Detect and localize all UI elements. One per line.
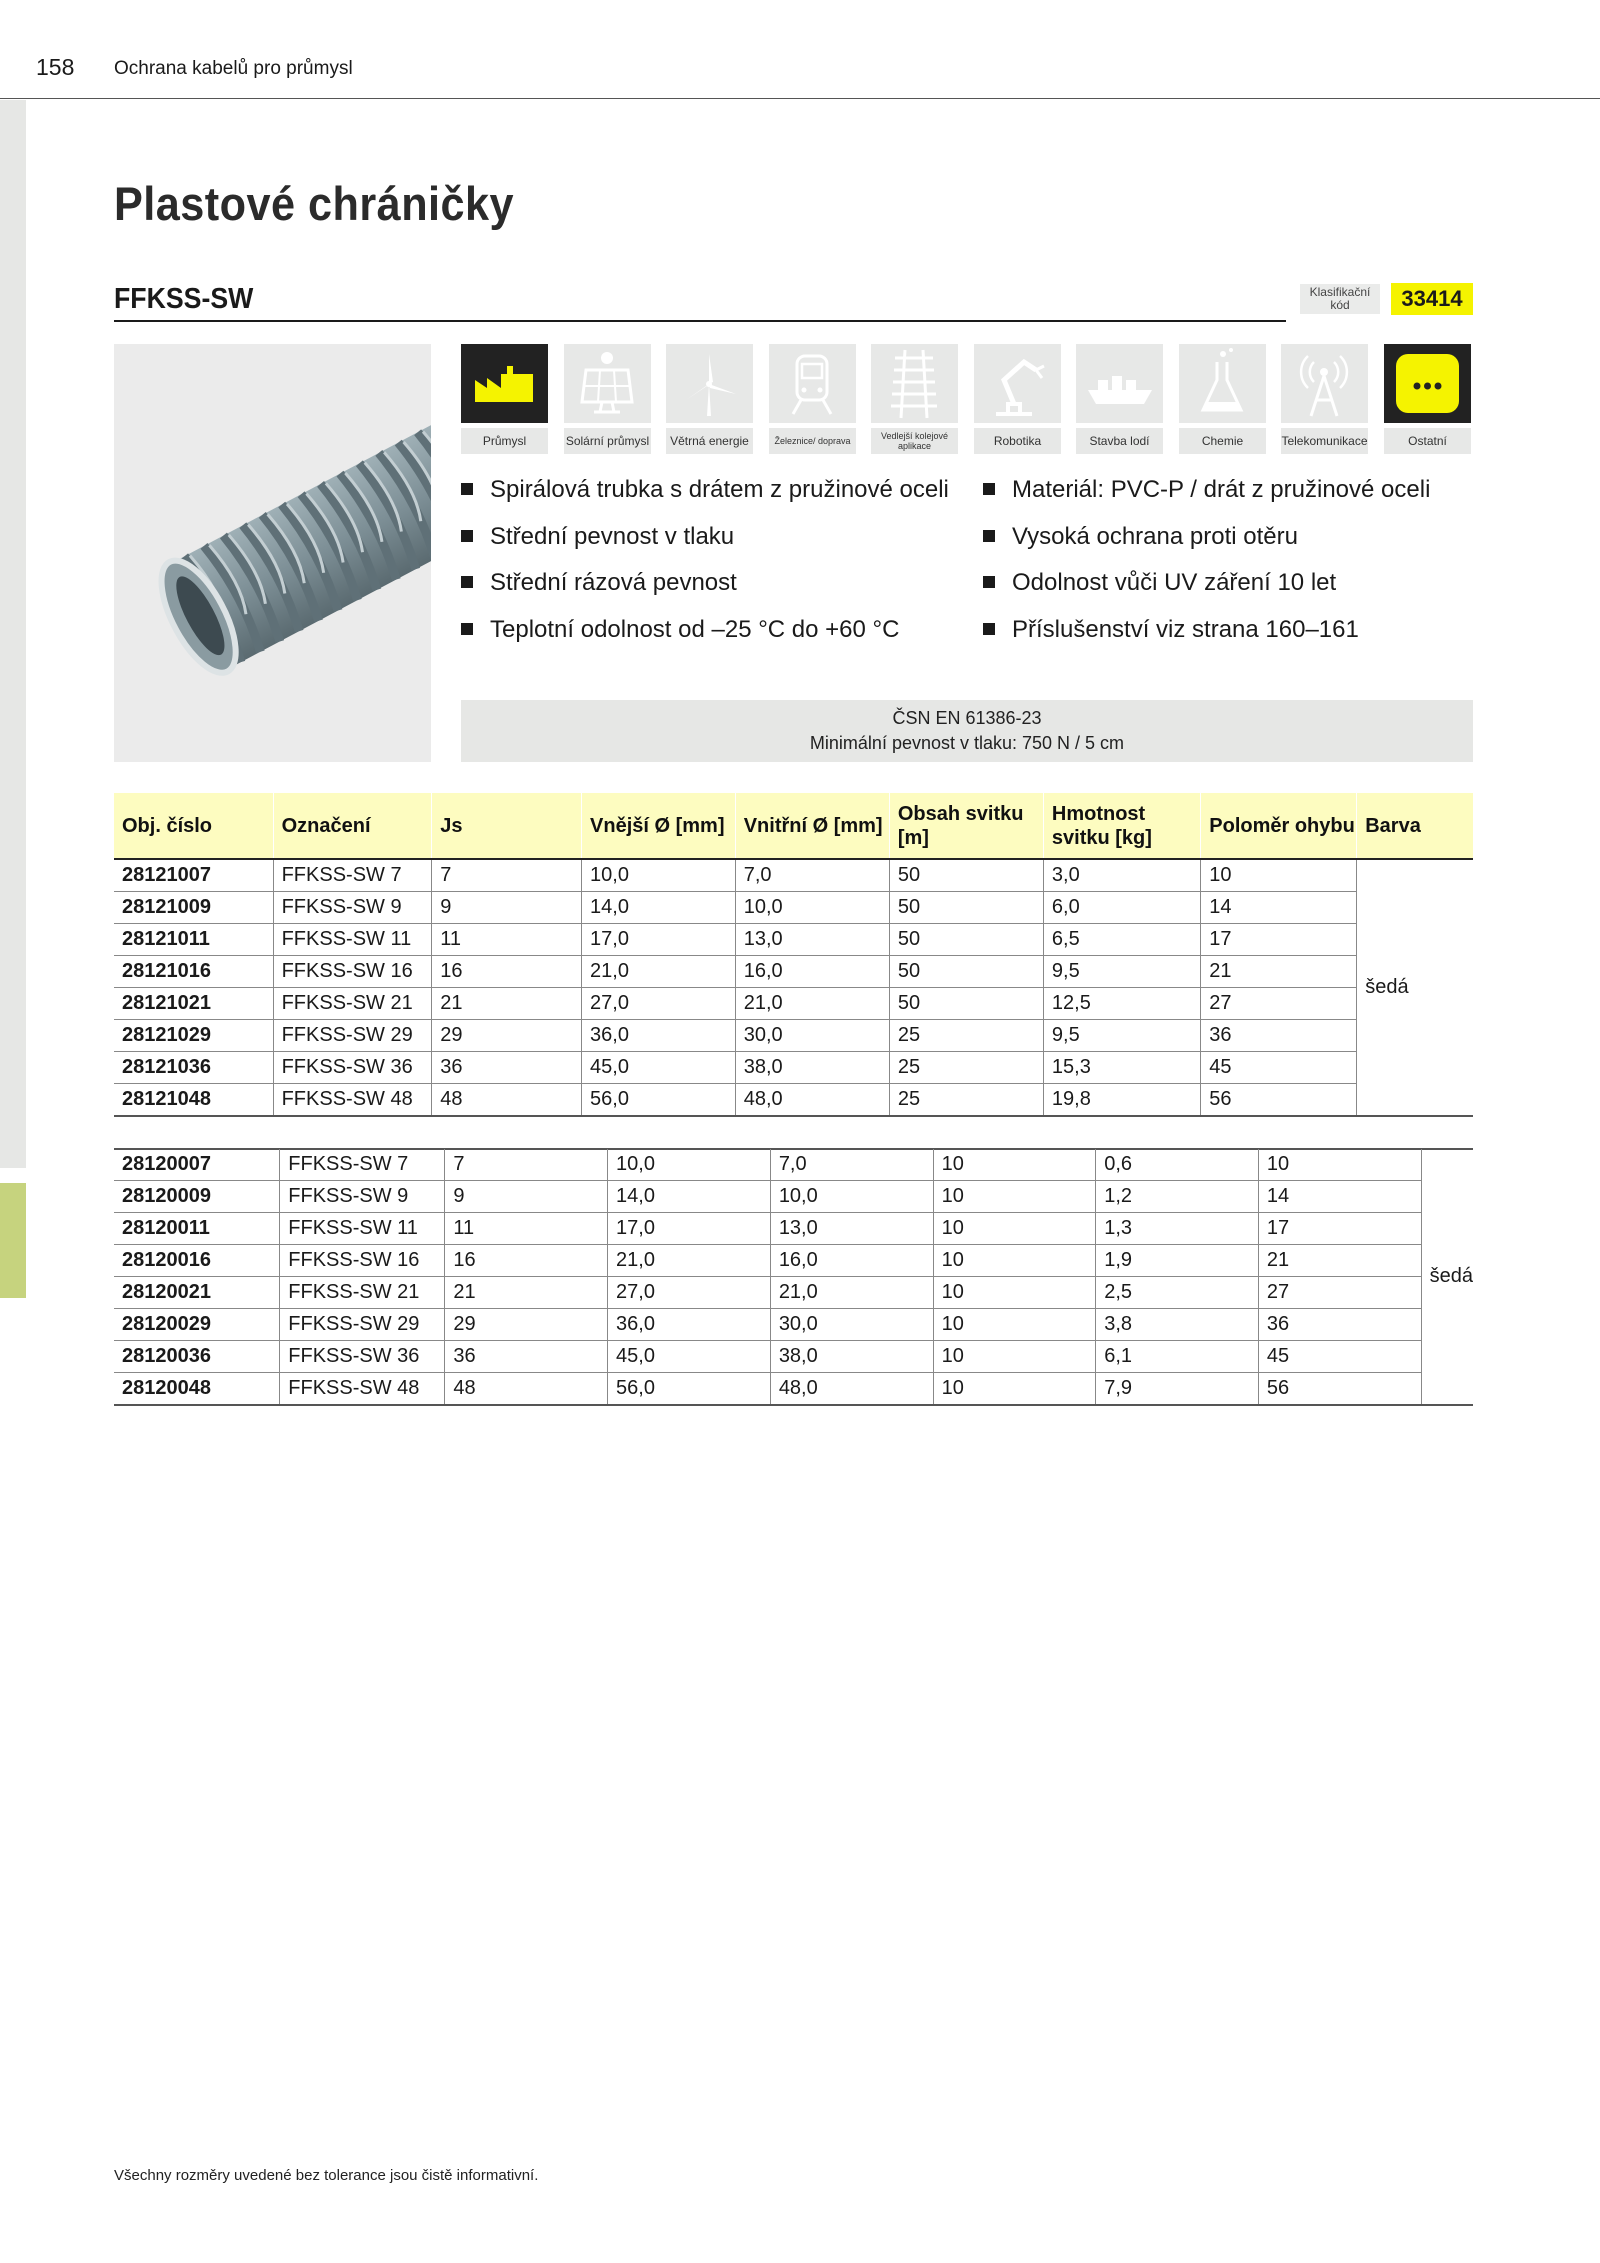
product-table-10m — [114, 1149, 1473, 1406]
ship-icon — [1076, 344, 1163, 423]
order-number-cell: 28121048 — [114, 1084, 273, 1117]
robot-arm-icon — [974, 344, 1061, 423]
feature-item — [461, 523, 734, 551]
table-cell: 10 — [1201, 859, 1357, 892]
table-cell: 21,0 — [608, 1245, 771, 1277]
table-cell: 36,0 — [582, 1020, 736, 1052]
table-cell: 9,5 — [1043, 956, 1200, 988]
table-cell: 38,0 — [735, 1052, 889, 1084]
bullet-icon — [461, 623, 473, 635]
feature-text: Střední pevnost v tlaku — [490, 522, 735, 550]
order-number-cell: 28120011 — [114, 1213, 280, 1245]
norm-box — [461, 700, 1473, 762]
flask-icon — [1179, 344, 1266, 423]
norm-pressure: Minimální pevnost v tlaku: 750 N / 5 cm — [809, 733, 1125, 753]
antenna-icon — [1281, 344, 1368, 423]
table-cell: FFKSS-SW 9 — [273, 892, 432, 924]
table-cell: 21 — [1201, 956, 1357, 988]
table-cell: 9,5 — [1043, 1020, 1200, 1052]
product-image — [114, 344, 431, 762]
table-cell: 29 — [432, 1020, 582, 1052]
table-cell: 13,0 — [770, 1213, 933, 1245]
rail-track-icon — [871, 344, 958, 423]
product-divider — [114, 320, 1286, 322]
table-cell: 50 — [889, 892, 1043, 924]
table-cell: 50 — [889, 988, 1043, 1020]
table-cell: 25 — [889, 1052, 1043, 1084]
table-cell: 7,0 — [770, 1149, 933, 1181]
color-cell: šedá — [1421, 1149, 1473, 1405]
table-cell: 30,0 — [770, 1309, 933, 1341]
application-label: Telekomunikace — [1281, 428, 1368, 454]
column-header: Js — [432, 793, 582, 859]
feature-text: Materiál: PVC-P / drát z pružinové oceli — [1012, 476, 1431, 503]
table-cell: FFKSS-SW 9 — [280, 1181, 445, 1213]
table-cell: FFKSS-SW 7 — [273, 859, 432, 892]
table-cell: 36 — [1258, 1309, 1421, 1341]
table-cell: 14,0 — [608, 1181, 771, 1213]
table-row — [114, 1149, 1473, 1181]
table-cell: 6,0 — [1043, 892, 1200, 924]
table-cell: 15,3 — [1043, 1052, 1200, 1084]
table-cell: 56,0 — [608, 1373, 771, 1406]
table-cell: 10 — [933, 1341, 1096, 1373]
table-cell: 45 — [1258, 1341, 1421, 1373]
feature-item — [461, 569, 737, 597]
column-header: Barva — [1357, 793, 1473, 859]
table-cell: FFKSS-SW 21 — [273, 988, 432, 1020]
application-label: Větrná energie — [666, 428, 753, 454]
feature-item — [983, 476, 1430, 504]
table-cell: 45,0 — [582, 1052, 736, 1084]
table-cell: FFKSS-SW 16 — [273, 956, 432, 988]
feature-item — [983, 569, 1336, 597]
table-cell: 6,1 — [1096, 1341, 1259, 1373]
table-cell: 10 — [933, 1181, 1096, 1213]
bullet-icon — [461, 483, 473, 495]
column-header: Poloměr ohybu — [1201, 793, 1357, 859]
table-cell: 45,0 — [608, 1341, 771, 1373]
bullet-icon — [983, 483, 995, 495]
table-cell: 56 — [1201, 1084, 1357, 1117]
table-cell: 21,0 — [770, 1277, 933, 1309]
feature-item — [461, 476, 949, 504]
feature-text: Teplotní odolnost od –25 °C do +60 °C — [490, 615, 900, 643]
order-number-cell: 28120009 — [114, 1181, 280, 1213]
table-cell: 12,5 — [1043, 988, 1200, 1020]
column-header: Hmotnost svitku [kg] — [1043, 793, 1200, 859]
table-cell: 14,0 — [582, 892, 736, 924]
table-row — [114, 1052, 1473, 1084]
side-tab-green — [0, 1183, 26, 1298]
table-cell: 16,0 — [770, 1245, 933, 1277]
table-cell: 2,5 — [1096, 1277, 1259, 1309]
table-cell: 9 — [445, 1181, 608, 1213]
table-cell: 21,0 — [735, 988, 889, 1020]
bullet-icon — [461, 576, 473, 588]
table-cell: 36 — [1201, 1020, 1357, 1052]
table-row — [114, 1341, 1473, 1373]
table-cell: FFKSS-SW 11 — [273, 924, 432, 956]
order-number-cell: 28121007 — [114, 859, 273, 892]
table-row — [114, 1084, 1473, 1117]
order-number-cell: 28120016 — [114, 1245, 280, 1277]
table-cell: 7 — [432, 859, 582, 892]
color-cell: šedá — [1357, 859, 1473, 1116]
table-cell: 10 — [933, 1277, 1096, 1309]
footer-note: Všechny rozměry uvedené bez tolerance jsou čistě informativní. — [114, 2167, 539, 2184]
table-cell: 14 — [1258, 1181, 1421, 1213]
table-cell: 10,0 — [608, 1149, 771, 1181]
table-row — [114, 988, 1473, 1020]
product-table-50m — [114, 793, 1473, 1117]
table-row — [114, 1309, 1473, 1341]
table-cell: 17,0 — [582, 924, 736, 956]
column-header: Vnitřní Ø [mm] — [735, 793, 889, 859]
table-cell: 10,0 — [770, 1181, 933, 1213]
table-cell: 1,9 — [1096, 1245, 1259, 1277]
table-cell: 7,0 — [735, 859, 889, 892]
table-cell: FFKSS-SW 48 — [273, 1084, 432, 1117]
table-cell: 6,5 — [1043, 924, 1200, 956]
order-number-cell: 28120007 — [114, 1149, 280, 1181]
table-cell: 0,6 — [1096, 1149, 1259, 1181]
table-cell: 38,0 — [770, 1341, 933, 1373]
table-cell: 48 — [445, 1373, 608, 1406]
page-title: Plastové chráničky — [114, 177, 515, 230]
feature-item — [461, 616, 899, 644]
table-row — [114, 859, 1473, 892]
page-number: 158 — [36, 54, 75, 80]
application-label: Robotika — [974, 428, 1061, 454]
order-number-cell: 28121021 — [114, 988, 273, 1020]
table-cell: 13,0 — [735, 924, 889, 956]
more-icon — [1384, 344, 1471, 423]
table-cell: FFKSS-SW 48 — [280, 1373, 445, 1406]
table-cell: 27 — [1201, 988, 1357, 1020]
table-row — [114, 1373, 1473, 1406]
table-row — [114, 892, 1473, 924]
table-cell: 11 — [445, 1213, 608, 1245]
column-header: Vnější Ø [mm] — [582, 793, 736, 859]
order-number-cell: 28121009 — [114, 892, 273, 924]
table-cell: 7,9 — [1096, 1373, 1259, 1406]
table-cell: 48,0 — [770, 1373, 933, 1406]
table-cell: 17 — [1201, 924, 1357, 956]
wind-turbine-icon — [666, 344, 753, 423]
table-cell: 50 — [889, 956, 1043, 988]
table-cell: 10,0 — [735, 892, 889, 924]
column-header: Obj. číslo — [114, 793, 273, 859]
table-cell: 10 — [933, 1373, 1096, 1406]
table-cell: 36 — [432, 1052, 582, 1084]
application-label: Průmysl — [461, 428, 548, 454]
table-row — [114, 1213, 1473, 1245]
table-cell: FFKSS-SW 11 — [280, 1213, 445, 1245]
table-cell: FFKSS-SW 36 — [273, 1052, 432, 1084]
table-cell: 7 — [445, 1149, 608, 1181]
table-cell: 21,0 — [582, 956, 736, 988]
order-number-cell: 28120036 — [114, 1341, 280, 1373]
table-cell: 25 — [889, 1084, 1043, 1117]
table-cell: FFKSS-SW 16 — [280, 1245, 445, 1277]
table-cell: 10 — [933, 1309, 1096, 1341]
table-cell: 36,0 — [608, 1309, 771, 1341]
column-header: Obsah svitku [m] — [889, 793, 1043, 859]
table-row — [114, 1020, 1473, 1052]
table-cell: 48 — [432, 1084, 582, 1117]
order-number-cell: 28120021 — [114, 1277, 280, 1309]
train-icon — [769, 344, 856, 423]
table-cell: 11 — [432, 924, 582, 956]
application-label: Vedlejší kolejové aplikace — [871, 428, 958, 454]
factory-icon — [461, 344, 548, 423]
feature-text: Vysoká ochrana proti otěru — [1012, 522, 1298, 550]
table-cell: 50 — [889, 859, 1043, 892]
table-cell: 56,0 — [582, 1084, 736, 1117]
table-cell: 10 — [933, 1213, 1096, 1245]
table-cell: 45 — [1201, 1052, 1357, 1084]
table-cell: 27,0 — [608, 1277, 771, 1309]
table-cell: 27 — [1258, 1277, 1421, 1309]
header-divider — [0, 98, 1600, 99]
feature-text: Spirálová trubka s drátem z pružinové oceli — [490, 476, 949, 503]
table-row — [114, 924, 1473, 956]
table-cell: 17 — [1258, 1213, 1421, 1245]
bullet-icon — [983, 576, 995, 588]
application-label: Solární průmysl — [564, 428, 651, 454]
order-number-cell: 28121029 — [114, 1020, 273, 1052]
table-cell: 1,2 — [1096, 1181, 1259, 1213]
feature-item — [983, 616, 1359, 644]
norm-standard: ČSN EN 61386-23 — [892, 708, 1042, 728]
side-tab-grey — [0, 100, 26, 1168]
running-title: Ochrana kabelů pro průmysl — [114, 58, 353, 79]
order-number-cell: 28121016 — [114, 956, 273, 988]
table-cell: 21 — [432, 988, 582, 1020]
order-number-cell: 28121011 — [114, 924, 273, 956]
table-cell: 36 — [445, 1341, 608, 1373]
table-cell: 17,0 — [608, 1213, 771, 1245]
table-cell: FFKSS-SW 29 — [273, 1020, 432, 1052]
table-cell: 27,0 — [582, 988, 736, 1020]
application-label: Železnice/ doprava — [769, 428, 856, 454]
table-cell: 16 — [445, 1245, 608, 1277]
table-row — [114, 1277, 1473, 1309]
table-cell: 1,3 — [1096, 1213, 1259, 1245]
table-cell: 3,8 — [1096, 1309, 1259, 1341]
feature-text: Odolnost vůči UV záření 10 let — [1012, 569, 1337, 596]
product-name: FFKSS-SW — [114, 283, 254, 315]
table-cell: FFKSS-SW 29 — [280, 1309, 445, 1341]
table-cell: 30,0 — [735, 1020, 889, 1052]
classification-label: Klasifikační kód — [1300, 284, 1380, 314]
table-row — [114, 956, 1473, 988]
feature-text: Střední rázová pevnost — [490, 569, 737, 596]
table-cell: 25 — [889, 1020, 1043, 1052]
feature-item — [983, 523, 1298, 551]
solar-panel-icon — [564, 344, 651, 423]
order-number-cell: 28120048 — [114, 1373, 280, 1406]
table-cell: FFKSS-SW 36 — [280, 1341, 445, 1373]
bullet-icon — [983, 623, 995, 635]
table-cell: 21 — [1258, 1245, 1421, 1277]
classification-code: 33414 — [1391, 283, 1473, 315]
order-number-cell: 28120029 — [114, 1309, 280, 1341]
table-cell: 16 — [432, 956, 582, 988]
table-cell: 50 — [889, 924, 1043, 956]
application-label: Chemie — [1179, 428, 1266, 454]
order-number-cell: 28121036 — [114, 1052, 273, 1084]
table-cell: 10 — [933, 1149, 1096, 1181]
table-row — [114, 1245, 1473, 1277]
table-cell: 3,0 — [1043, 859, 1200, 892]
table-cell: 10,0 — [582, 859, 736, 892]
table-row — [114, 1181, 1473, 1213]
application-label: Stavba lodí — [1076, 428, 1163, 454]
table-cell: 21 — [445, 1277, 608, 1309]
bullet-icon — [983, 530, 995, 542]
table-cell: 19,8 — [1043, 1084, 1200, 1117]
table-cell: FFKSS-SW 7 — [280, 1149, 445, 1181]
application-label: Ostatní — [1384, 428, 1471, 454]
feature-text: Příslušenství viz strana 160–161 — [1012, 615, 1359, 643]
column-header: Označení — [273, 793, 432, 859]
table-cell: 29 — [445, 1309, 608, 1341]
table-cell: 14 — [1201, 892, 1357, 924]
table-cell: 9 — [432, 892, 582, 924]
table-cell: 10 — [933, 1245, 1096, 1277]
table-cell: 16,0 — [735, 956, 889, 988]
table-cell: 10 — [1258, 1149, 1421, 1181]
table-cell: 48,0 — [735, 1084, 889, 1117]
conduit-illustration — [114, 344, 431, 762]
bullet-icon — [461, 530, 473, 542]
table-cell: 56 — [1258, 1373, 1421, 1406]
table-cell: FFKSS-SW 21 — [280, 1277, 445, 1309]
